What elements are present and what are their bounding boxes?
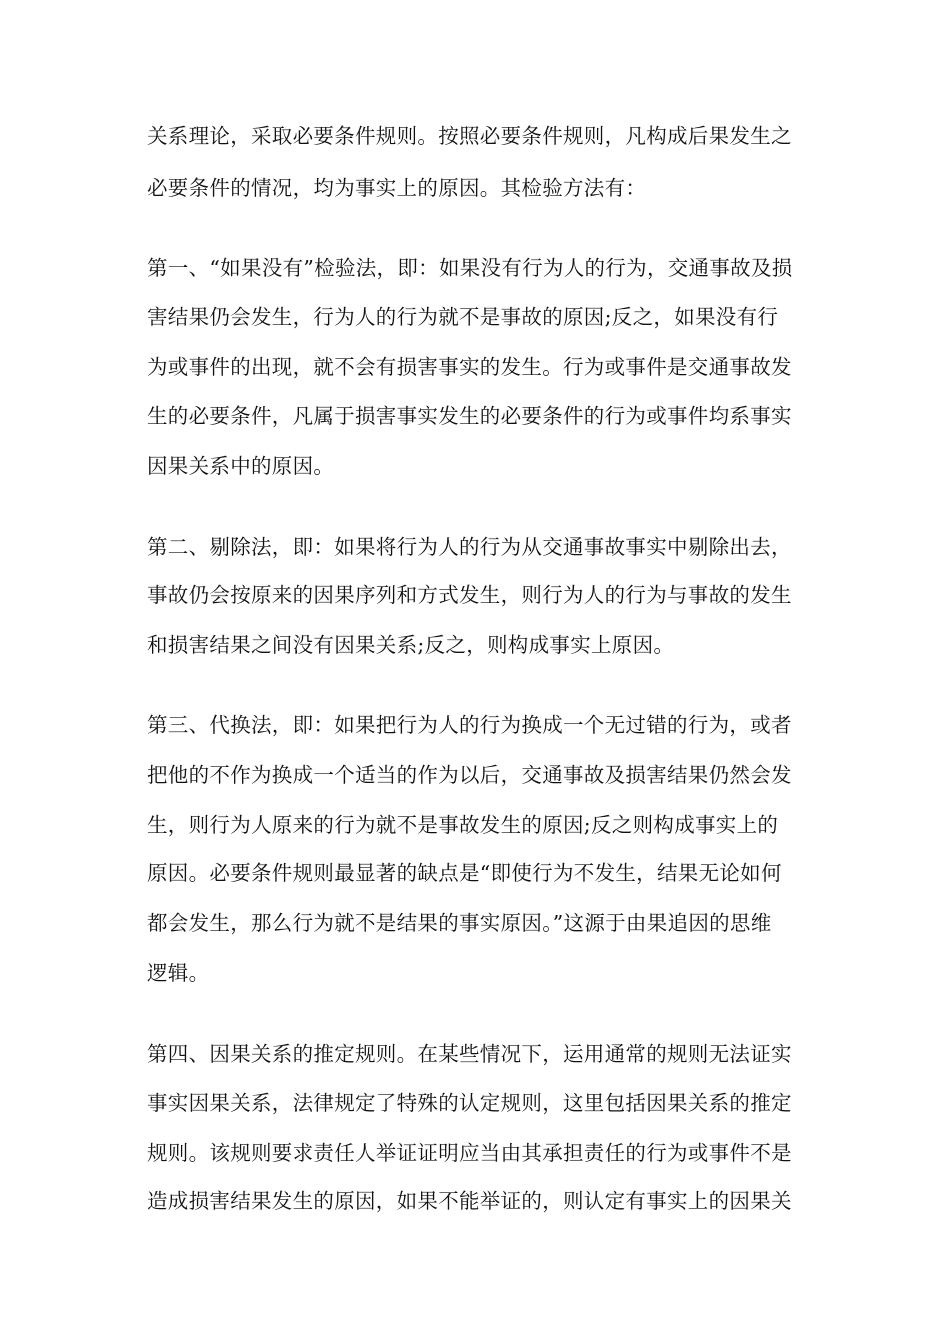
text-line: 第二、剔除法，即：如果将行为人的行为从交通事故事实中剔除出去，	[147, 535, 792, 559]
text-line: 必要条件的情况，均为事实上的原因。其检验方法有：	[147, 176, 647, 200]
text-line: 为或事件的出现，就不会有损害事实的发生。行为或事件是交通事故发	[147, 355, 792, 379]
text-line: 原因。必要条件规则最显著的缺点是“即使行为不发生，结果无论如何	[147, 861, 782, 885]
text-line: 第四、因果关系的推定规则。在某些情况下，运用通常的规则无法证实	[147, 1042, 792, 1066]
text-line: 都会发生，那么行为就不是结果的事实原因。”这源于由果追因的思维	[147, 911, 772, 935]
text-line: 第三、代换法，即：如果把行为人的行为换成一个无过错的行为，或者	[147, 713, 792, 737]
text-line: 第一、“如果没有”检验法，即：如果没有行为人的行为，交通事故及损	[147, 256, 793, 280]
text-line: 把他的不作为换成一个适当的作为以后，交通事故及损害结果仍然会发	[147, 763, 792, 787]
text-line: 害结果仍会发生，行为人的行为就不是事故的原因;反之，如果没有行	[147, 305, 779, 329]
text-line: 造成损害结果发生的原因，如果不能举证的，则认定有事实上的因果关	[147, 1189, 792, 1213]
text-line: 因果关系中的原因。	[147, 454, 335, 478]
text-line: 生，则行为人原来的行为就不是事故发生的原因;反之则构成事实上的	[147, 813, 779, 837]
text-line: 和损害结果之间没有因果关系;反之，则构成事实上原因。	[147, 633, 675, 657]
text-line: 事实因果关系，法律规定了特殊的认定规则，这里包括因果关系的推定	[147, 1091, 792, 1115]
text-line: 关系理论，采取必要条件规则。按照必要条件规则，凡构成后果发生之	[147, 124, 792, 148]
text-line: 生的必要条件，凡属于损害事实发生的必要条件的行为或事件均系事实	[147, 404, 792, 428]
text-line: 规则。该规则要求责任人举证证明应当由其承担责任的行为或事件不是	[147, 1141, 792, 1165]
text-line: 逻辑。	[147, 961, 210, 985]
text-line: 事故仍会按原来的因果序列和方式发生，则行为人的行为与事故的发生	[147, 583, 792, 607]
